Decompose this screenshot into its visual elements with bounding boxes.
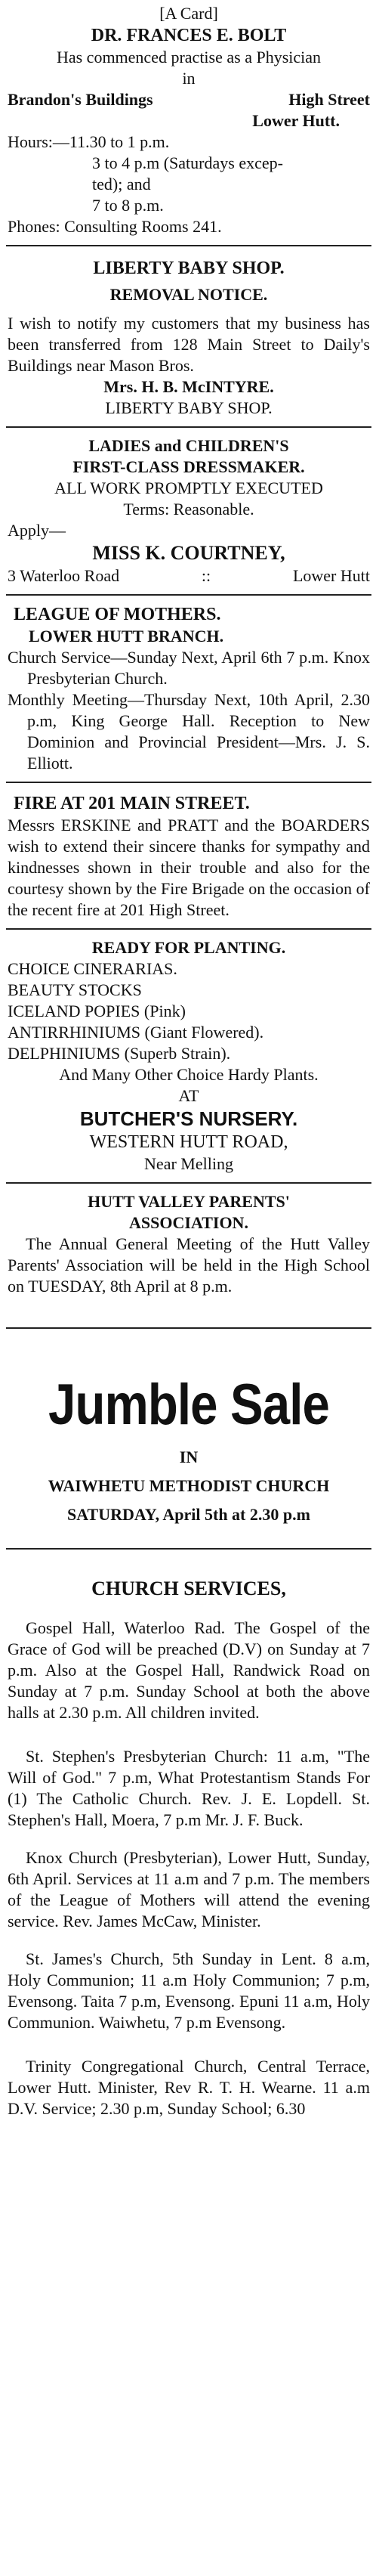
ad-parents xyxy=(6,1184,371,1329)
bolt-hours: ted); and xyxy=(92,175,151,194)
nursery-address: WESTERN HUTT ROAD, xyxy=(89,1132,288,1152)
nursery-item: ICELAND POPIES (Pink) xyxy=(8,1002,186,1020)
parents-body: The Annual General Meeting of the Hutt Valley Parents' Association will be held in the High School on TUESDAY, 8th April at 8 p.m. xyxy=(8,1234,370,1296)
nursery-item: And Many Other Choice Hardy Plants. xyxy=(59,1065,319,1084)
church-james: St. James's Church, 5th Sunday in Lent. 8 a.m, Holy Communion; 11 a.m Holy Communion; 7 p.m, Evensong. Taita 7 p.m, Evensong. Epuni 11 a.m, Holy Communion. Waiwhetu, 7 p.m Evensong. xyxy=(8,1949,370,2032)
bolt-building: Brandon's Buildings xyxy=(8,90,153,109)
dress-line: ALL WORK PROMPTLY EXECUTED xyxy=(54,478,323,497)
bolt-hours: 3 to 4 p.m (Saturdays excep- xyxy=(92,153,283,172)
parents-title: ASSOCIATION. xyxy=(129,1213,248,1232)
church-stephens: St. Stephen's Presbyterian Church: 11 a.m, "The Will of God." 7 p.m, What Protestantism Stands For (1) The Catholic Church. Rev. J. E. Lopdell. St. Stephen's Hall, Moera, 7 p.m Mr. J. F. Buck. xyxy=(8,1747,370,1829)
church-knox: Knox Church (Presbyterian), Lower Hutt, Sunday, 6th April. Services at 11 a.m and 7 p.m. The members of the League of Mothers will attend the evening service. Rev. James McCaw, Minister. xyxy=(8,1848,370,1930)
dress-name: MISS K. COURTNEY, xyxy=(92,542,285,564)
bolt-hours: Hours:—11.30 to 1 p.m. xyxy=(8,132,170,151)
church-services xyxy=(6,1550,371,2119)
ad-jumble xyxy=(6,1329,371,1550)
dress-line: LADIES and CHILDREN'S xyxy=(88,436,289,455)
nursery-near: Near Melling xyxy=(144,1154,233,1173)
nursery-name: BUTCHER'S NURSERY. xyxy=(79,1107,298,1130)
liberty-signature: Mrs. H. B. McINTYRE. xyxy=(103,377,274,396)
liberty-signature: LIBERTY BABY SHOP. xyxy=(105,398,273,417)
bolt-town: Lower Hutt. xyxy=(252,111,340,130)
jumble-church: WAIWHETU METHODIST CHURCH xyxy=(48,1476,330,1495)
ad-dressmaker xyxy=(6,428,371,596)
jumble-title: Jumble Sale xyxy=(48,1373,329,1437)
liberty-title: LIBERTY BABY SHOP. xyxy=(93,259,285,278)
dress-sep: :: xyxy=(201,566,211,585)
ad-fire xyxy=(6,783,371,930)
church-gospel: Gospel Hall, Waterloo Rad. The Gospel of the Grace of God will be preached (D.V) on Sunday at 7 p.m. Also at the Gospel Hall, Randwick Road on Sunday at 7 p.m. Sunday School at both the above halls at 2.30 p.m. All children invited. xyxy=(8,1618,370,1722)
nursery-item: BEAUTY STOCKS xyxy=(8,980,142,999)
ad-liberty xyxy=(6,246,371,428)
bolt-hours: 7 to 8 p.m. xyxy=(92,196,164,215)
nursery-item: DELPHINIUMS (Superb Strain). xyxy=(8,1044,231,1063)
jumble-in: IN xyxy=(179,1447,199,1466)
dress-line: FIRST-CLASS DRESSMAKER. xyxy=(72,457,305,476)
church-title: CHURCH SERVICES, xyxy=(91,1577,286,1599)
dress-road: 3 Waterloo Road xyxy=(8,566,120,585)
parents-title: HUTT VALLEY PARENTS' xyxy=(88,1192,290,1211)
card-label: [A Card] xyxy=(159,4,218,23)
dress-town: Lower Hutt xyxy=(292,566,370,585)
liberty-body: I wish to notify my customers that my business has been transferred from 128 Main Street to Daily's Buildings near Mason Bros. xyxy=(8,314,370,375)
ad-bolt xyxy=(6,3,371,246)
bolt-line: in xyxy=(182,69,196,88)
bolt-street: High Street xyxy=(288,90,370,109)
bolt-name: DR. FRANCES E. BOLT xyxy=(91,26,287,45)
church-trinity: Trinity Congregational Church, Central Terrace, Lower Hutt. Minister, Rev R. T. H. Wearne. 11 a.m D.V. Service; 2.30 p.m, Sunday School; 6.30 xyxy=(8,2057,370,2118)
league-service: Church Service—Sunday Next, April 6th 7 p.m. Knox Presbyterian Church. xyxy=(8,648,370,688)
bolt-phone: Phones: Consulting Rooms 241. xyxy=(8,217,222,236)
nursery-title: READY FOR PLANTING. xyxy=(91,938,286,957)
dress-address xyxy=(8,565,370,587)
fire-body: Messrs ERSKINE and PRATT and the BOARDERS wish to extend their sincere thanks for sympathy and kindnesses shown in their trouble and also for the courtesy shown by the Fire Brigade on the occasion of the recent fire at 201 High Street. xyxy=(8,816,370,919)
league-title: LEAGUE OF MOTHERS. xyxy=(14,605,221,624)
nursery-at: AT xyxy=(178,1086,199,1105)
fire-title: FIRE AT 201 MAIN STREET. xyxy=(14,794,250,813)
bolt-line: Has commenced practise as a Physician xyxy=(56,48,322,67)
ad-nursery xyxy=(6,930,371,1184)
bolt-address xyxy=(8,89,370,110)
nursery-item: ANTIRRHINIUMS (Giant Flowered). xyxy=(8,1023,264,1042)
jumble-date: SATURDAY, April 5th at 2.30 p.m xyxy=(67,1505,310,1524)
dress-apply: Apply— xyxy=(8,521,66,540)
league-branch: LOWER HUTT BRANCH. xyxy=(29,627,224,646)
liberty-notice: REMOVAL NOTICE. xyxy=(109,285,268,304)
league-meeting: Monthly Meeting—Thursday Next, 10th April, 2.30 p.m, King George Hall. Reception to New Dominion and Provincial President—Mrs. J. S. Elliott. xyxy=(8,690,370,772)
dress-line: Terms: Reasonable. xyxy=(123,500,254,519)
nursery-item: CHOICE CINERARIAS. xyxy=(8,959,177,978)
ad-league xyxy=(6,596,371,783)
